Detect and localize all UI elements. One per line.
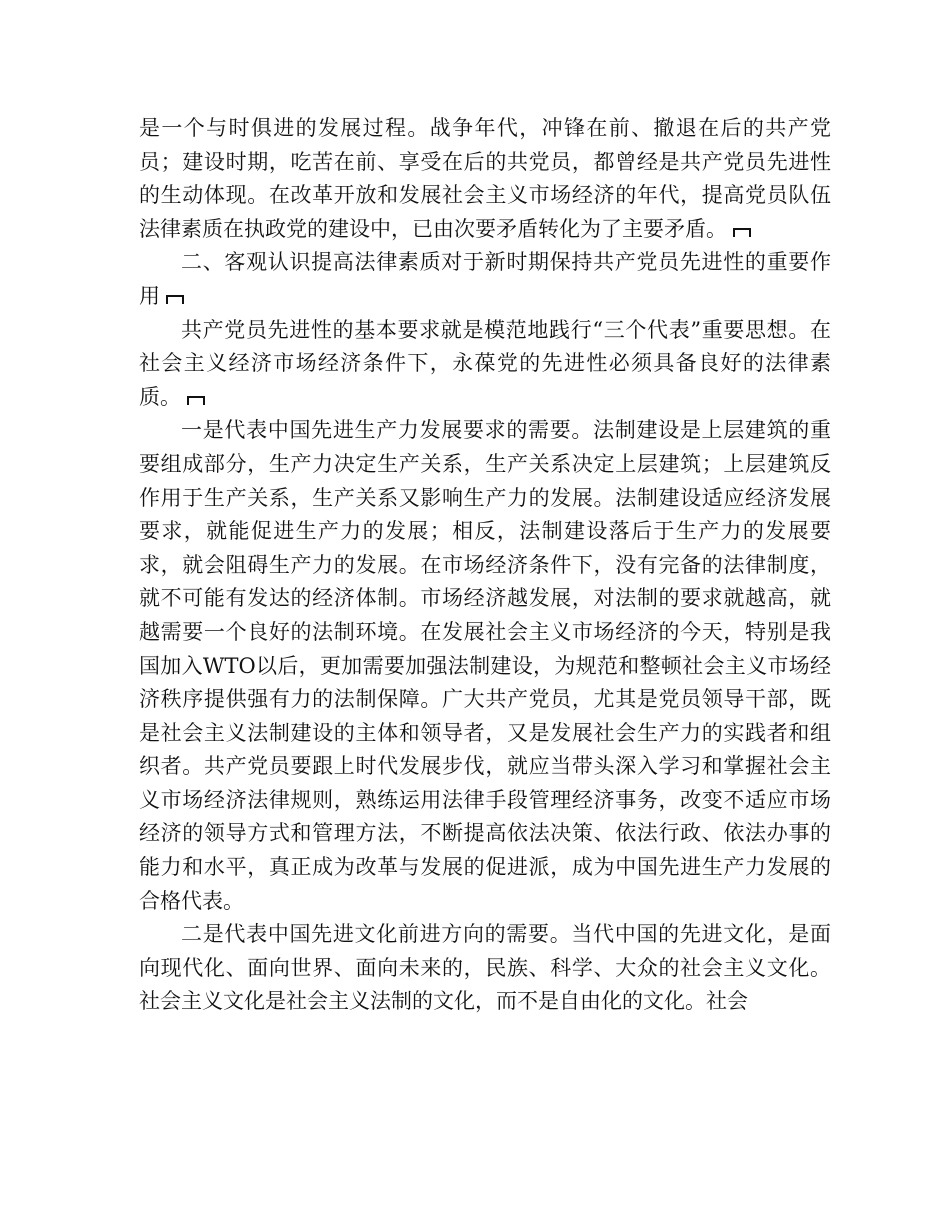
- paragraph-1: [139, 112, 831, 246]
- document-page: [139, 112, 831, 1019]
- paragraph-5: [139, 918, 831, 1019]
- paragraph-3: [139, 314, 831, 415]
- section-heading: [139, 246, 831, 313]
- paragraph-4-text: 一是代表中国先进生产力发展要求的需要。法制建设是上层建筑的重要组成部分，生产力决定生产关系，生产关系决定上层建筑；上层建筑反作用于生产关系，生产关系又影响生产力的发展。法制建设适应经济发展要求，就能促进生产力的发展；相反，法制建设落后于生产力的发展要求，就会阻碍生产力的发展。在市场经济条件下，没有完备的法律制度，就不可能有发达的经济体制。市场经济越发展，对法制的要求就越高，就越需要一个良好的法制环境。在发展社会主义市场经济的今天，特别是我国加入WTO以后，更加需要加强法制建设，为规范和整顿社会主义市场经济秩序提供强有力的法制保障。广大共产党员，尤其是党员领导干部，既是社会主义法制建设的主体和领导者，又是发展社会生产力的实践者和组织者。共产党员要跟上时代发展步伐，就应当带头深入学习和掌握社会主义市场经济法律规则，熟练运用法律手段管理经济事务，改变不适应市场经济的领导方式和管理方法，不断提高依法决策、依法行政、依法办事的能力和水平，真正成为改革与发展的促进派，成为中国先进生产力发展的合格代表。: [139, 418, 831, 913]
- paragraph-5-text: 二是代表中国先进文化前进方向的需要。当代中国的先进文化，是面向现代化、面向世界、面向未来的，民族、科学、大众的社会主义文化。社会主义文化是社会主义法制的文化，而不是自由化的文化。社会: [139, 922, 831, 1014]
- paragraph-mark-icon: [166, 295, 184, 304]
- paragraph-3-text: 共产党员先进性的基本要求就是模范地践行“三个代表”重要思想。在社会主义经济市场经济条件下，永葆党的先进性必须具备良好的法律素质。: [139, 317, 831, 409]
- paragraph-mark-icon: [733, 228, 751, 237]
- paragraph-1-text: 是一个与时俱进的发展过程。战争年代，冲锋在前、撤退在后的共产党员；建设时期，吃苦在前、享受在后的共党员，都曾经是共产党员先进性的生动体现。在改革开放和发展社会主义市场经济的年代，提高党员队伍法律素质在执政党的建设中，已由次要矛盾转化为了主要矛盾。: [139, 116, 831, 241]
- paragraph-4: [139, 414, 831, 918]
- paragraph-mark-icon: [187, 396, 205, 405]
- section-heading-text: 二、客观认识提高法律素质对于新时期保持共产党员先进性的重要作用: [139, 250, 831, 308]
